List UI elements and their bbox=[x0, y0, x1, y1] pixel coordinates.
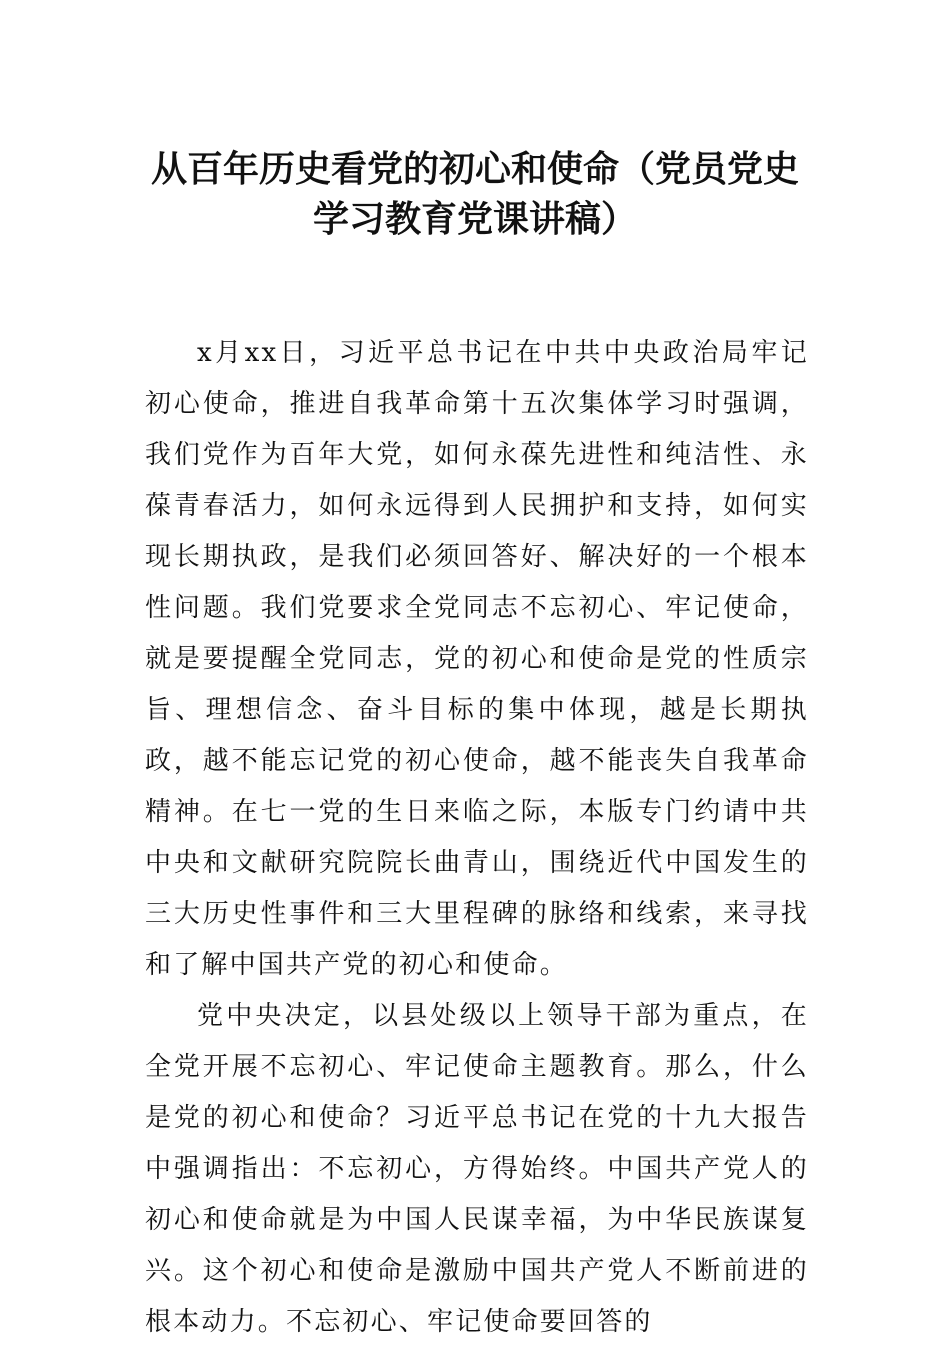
document-title bbox=[140, 145, 810, 245]
paragraph-1: x月xx日，习近平总书记在中共中央政治局牢记初心使命，推进自我革命第十五次集体学习时强调，我们党作为百年大党，如何永葆先进性和纯洁性、永葆青春活力，如何永远得到人民拥护和支持，如何实现长期执政，是我们必须回答好、解决好的一个根本性问题。我们党要求全党同志不忘初心、牢记使命，就是要提醒全党同志，党的初心和使命是党的性质宗旨、理想信念、奋斗目标的集中体现，越是长期执政，越不能忘记党的初心使命，越不能丧失自我革命精神。在七一党的生日来临之际，本版专门约请中共中央和文献研究院院长曲青山，围绕近代中国发生的三大历史性事件和三大里程碑的脉络和线索，来寻找和了解中国共产党的初心和使命。 bbox=[145, 338, 809, 980]
paragraph-2: 党中央决定，以县处级以上领导干部为重点，在全党开展不忘初心、牢记使命主题教育。那么，什么是党的初心和使命？习近平总书记在党的十九大报告中强调指出：不忘初心，方得始终。中国共产党人的初心和使命就是为中国人民谋幸福，为中华民族谋复兴。这个初心和使命是激励中国共产党人不断前进的根本动力。不忘初心、牢记使命要回答的 bbox=[145, 1001, 809, 1337]
title-line-1: 从百年历史看党的初心和使命（党员党史 bbox=[150, 149, 799, 190]
title-line-2: 学习教育党课讲稿） bbox=[312, 199, 637, 240]
document-body bbox=[145, 328, 809, 1348]
